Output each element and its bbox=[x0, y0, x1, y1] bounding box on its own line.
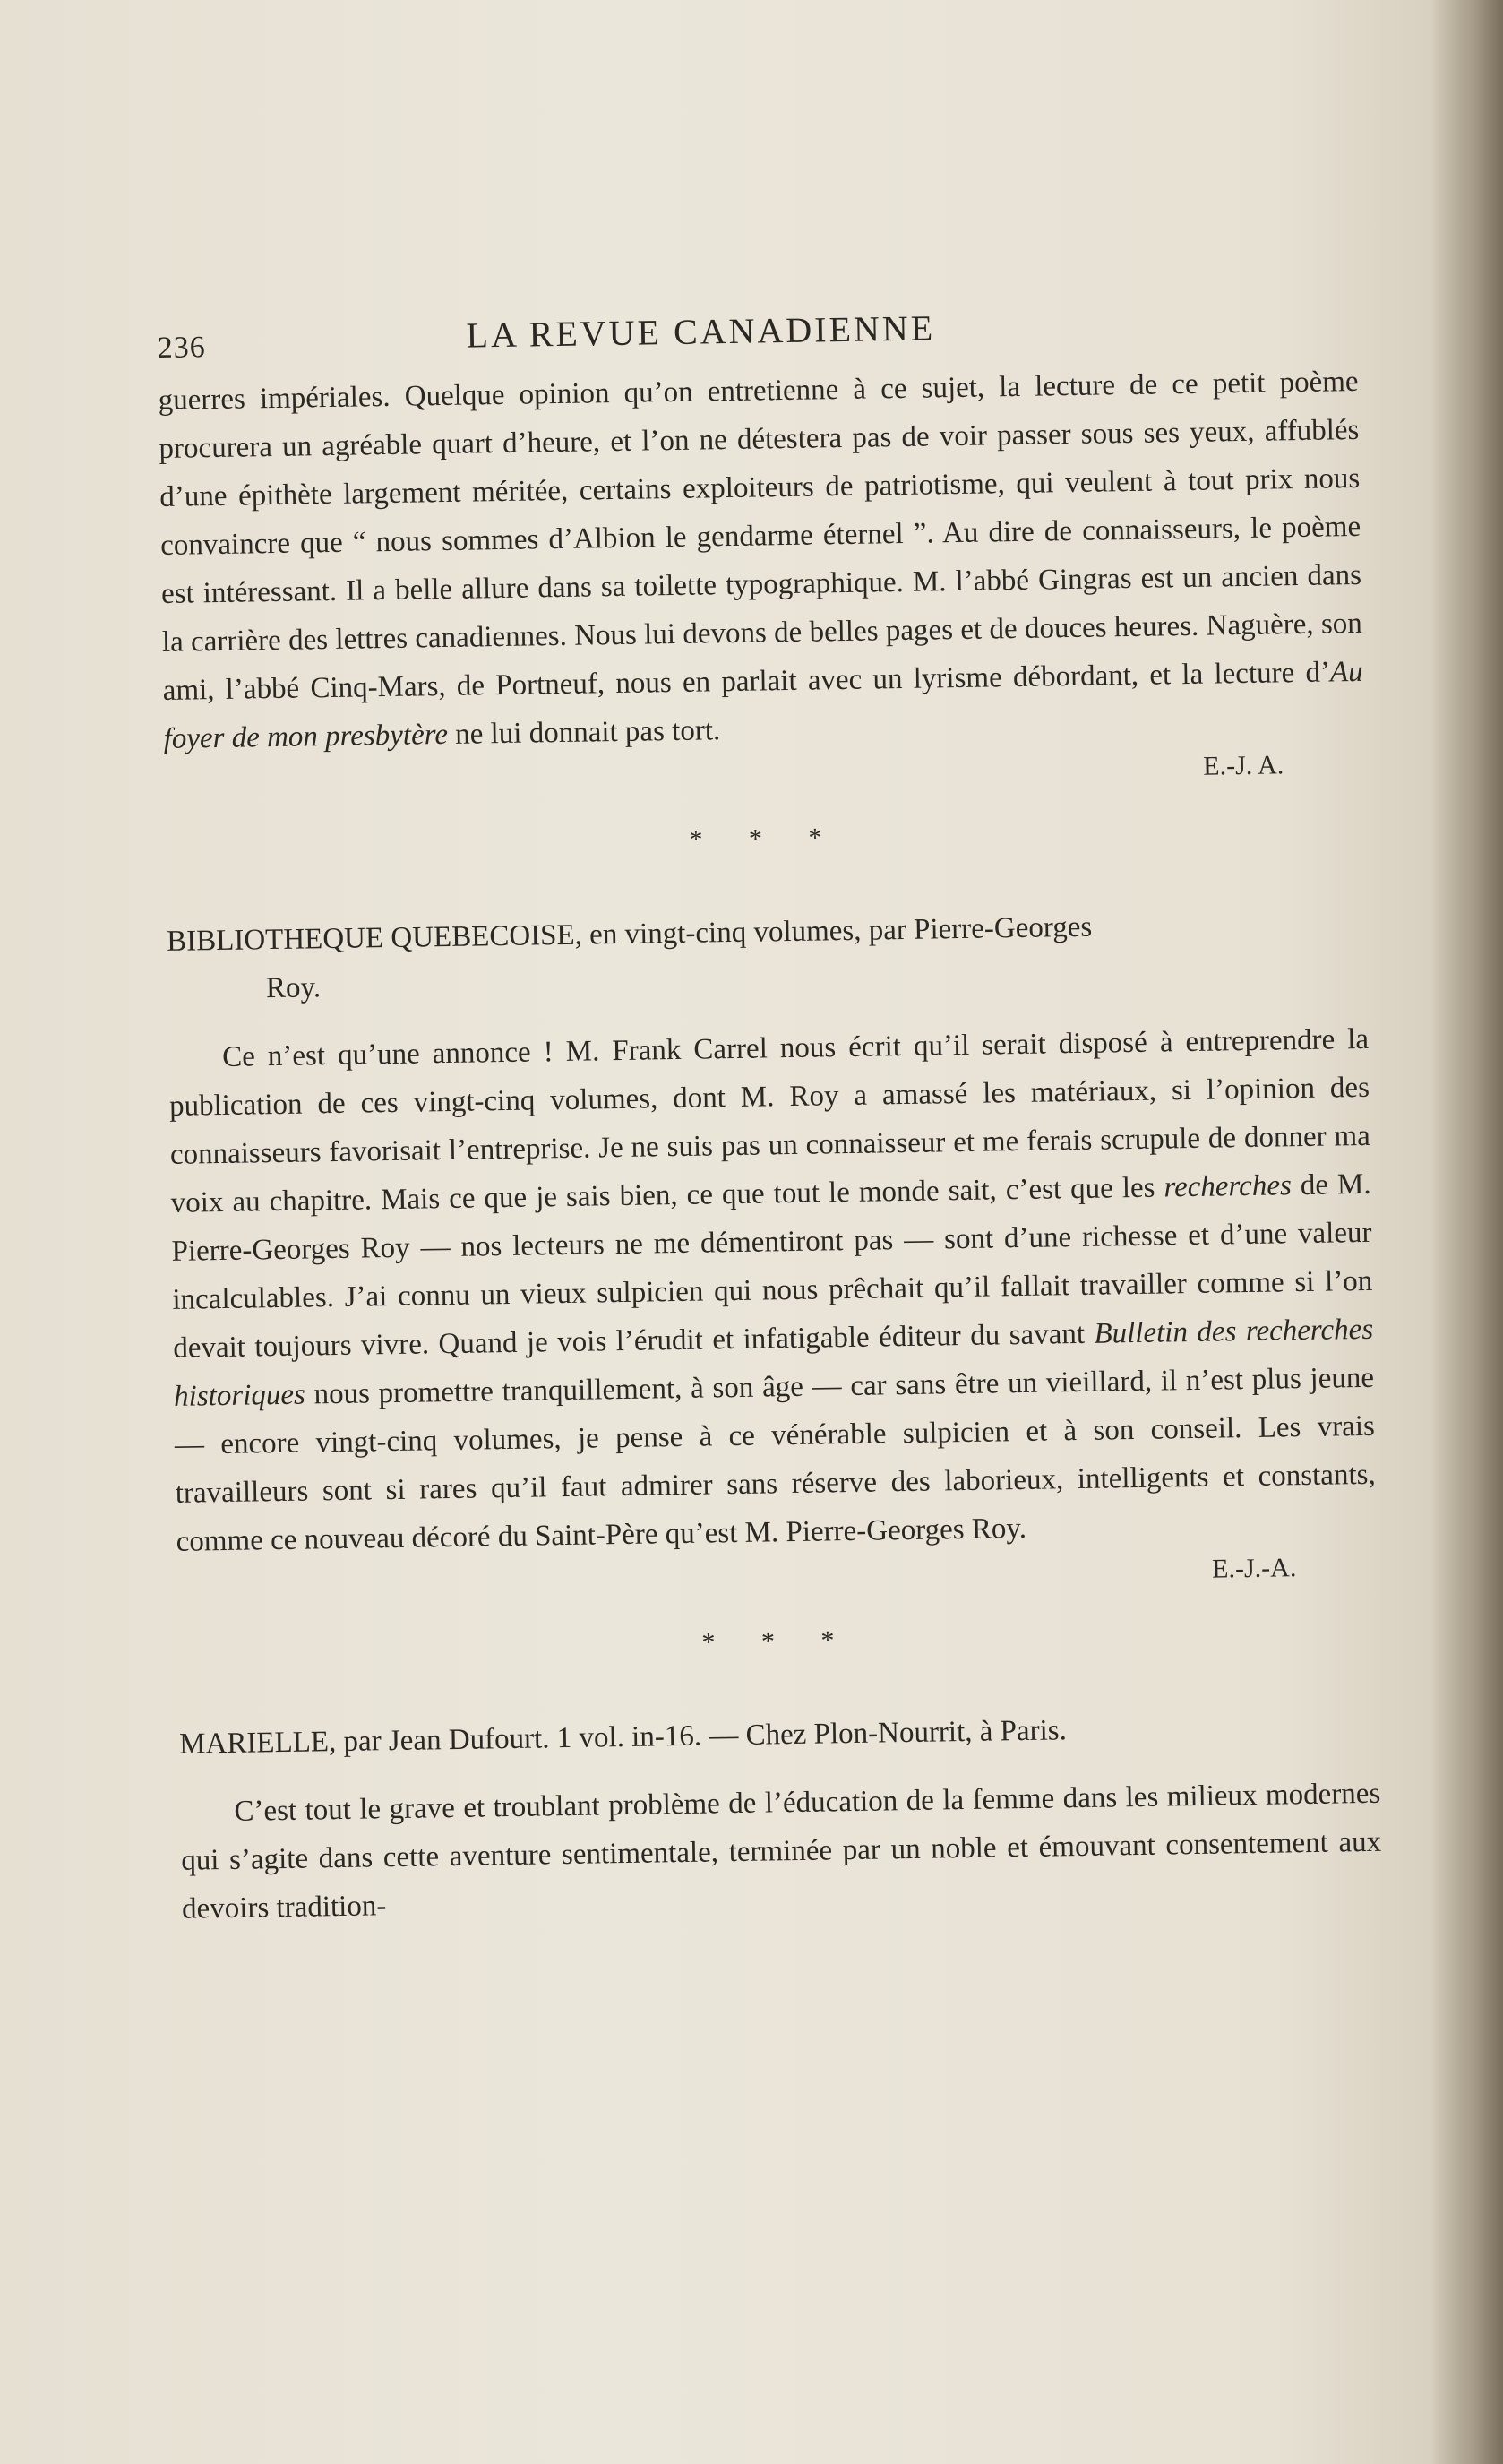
book-title-italic: Au foyer de mon presbytère bbox=[163, 655, 1363, 755]
review-signature: E.-J.-A. bbox=[1211, 1553, 1297, 1584]
review-text: Ce n’est qu’une annonce ! M. Frank Carrel nous écrit qu’il serait disposé à entreprendre la publication de ces vingt-cinq volumes, dont M. Roy a amassé les matériaux, si l’opinion des connaisseurs favorisait l’entreprise. Je ne suis pas un connaisseur et me ferais scrupule de donner ma voix au chapitre. Mais ce que je sais bien, ce que tout le monde sait, c’est que les bbox=[168, 1022, 1371, 1219]
book-gutter-shadow bbox=[1431, 0, 1503, 2464]
review-paragraph bbox=[158, 358, 1364, 763]
section-separator: * * * bbox=[701, 1624, 855, 1658]
review-text: guerres impériales. Quelque opinion qu’on entretienne à ce sujet, la lecture de ce petit poème procurera un agréable quart d’heure, et l’on ne détestera pas de voir passer sous ses yeux, affublés d’une épithète largement méritée, certains exploiteurs de patriotisme, qui veulent à tout prix nous convaincre que “ nous sommes d’Albion le gendarme éternel ”. Au dire de connaisseurs, le poème est intéressant. Il a belle allure dans sa toilette typographique. M. l’abbé Gingras est un ancien dans la carrière des lettres canadiennes. Nous lui devons de belles pages et de douces heures. Naguère, son ami, l’abbé Cinq-Mars, de Portneuf, nous en parlait avec un lyrisme débordant, et la lecture d’ bbox=[158, 365, 1363, 707]
page-number: 236 bbox=[157, 331, 207, 365]
review-title: BIBLIOTHEQUE QUEBECOISE, en vingt-cinq volumes, par Pierre-Georges bbox=[166, 910, 1093, 958]
review-paragraph bbox=[168, 1015, 1377, 1566]
review-paragraph: C’est tout le grave et troublant problème de l’éducation de la femme dans les milieux modernes qui s’agite dans cette aventure sentimentale, terminée par un noble et émouvant consentement aux devoirs tradition- bbox=[181, 1777, 1382, 1926]
review-marielle bbox=[179, 1702, 1383, 1934]
review-text: de M. Pierre-Georges Roy — nos lecteurs ne me démentiront pas — sont d’une richesse et d’une valeur incalculables. J’ai connu un vieux sulpicien qui nous prêchait qu’il fallait travailler comme si l’on devait toujours vivre. Quand je vois l’érudit et infatigable éditeur du savant bbox=[171, 1167, 1373, 1365]
review-title: MARIELLE, par Jean Dufourt. 1 vol. in-16. — Chez Plon-Nourrit, à Paris. bbox=[178, 1714, 1068, 1761]
section-separator: * * * bbox=[689, 823, 842, 855]
review-text: nous promettre tranquillement, à son âge — car sans être un vieillard, il n’est plus jeune — encore vingt-cinq volumes, je pense à ce vénérable sulpicien et à son conseil. Les vrais travailleurs sont si rares qu’il faut admirer sans réserve des laborieux, intelligents et constants, comme ce nouveau décoré du Saint-Père qu’est M. Pierre-Georges Roy. bbox=[174, 1361, 1376, 1558]
review-gingras bbox=[158, 358, 1364, 803]
running-head: LA REVUE CANADIENNE bbox=[466, 307, 936, 356]
review-signature: E.-J. A. bbox=[1202, 750, 1284, 781]
italic-word: recherches bbox=[1164, 1169, 1293, 1204]
review-text: ne lui donnait pas tort. bbox=[447, 714, 721, 751]
review-bibliotheque bbox=[167, 899, 1378, 1606]
bulletin-title-italic: Bulletin des recherches historiques bbox=[173, 1313, 1374, 1413]
page-text-block bbox=[157, 286, 1382, 1934]
review-title-continued: Roy. bbox=[265, 971, 322, 1005]
